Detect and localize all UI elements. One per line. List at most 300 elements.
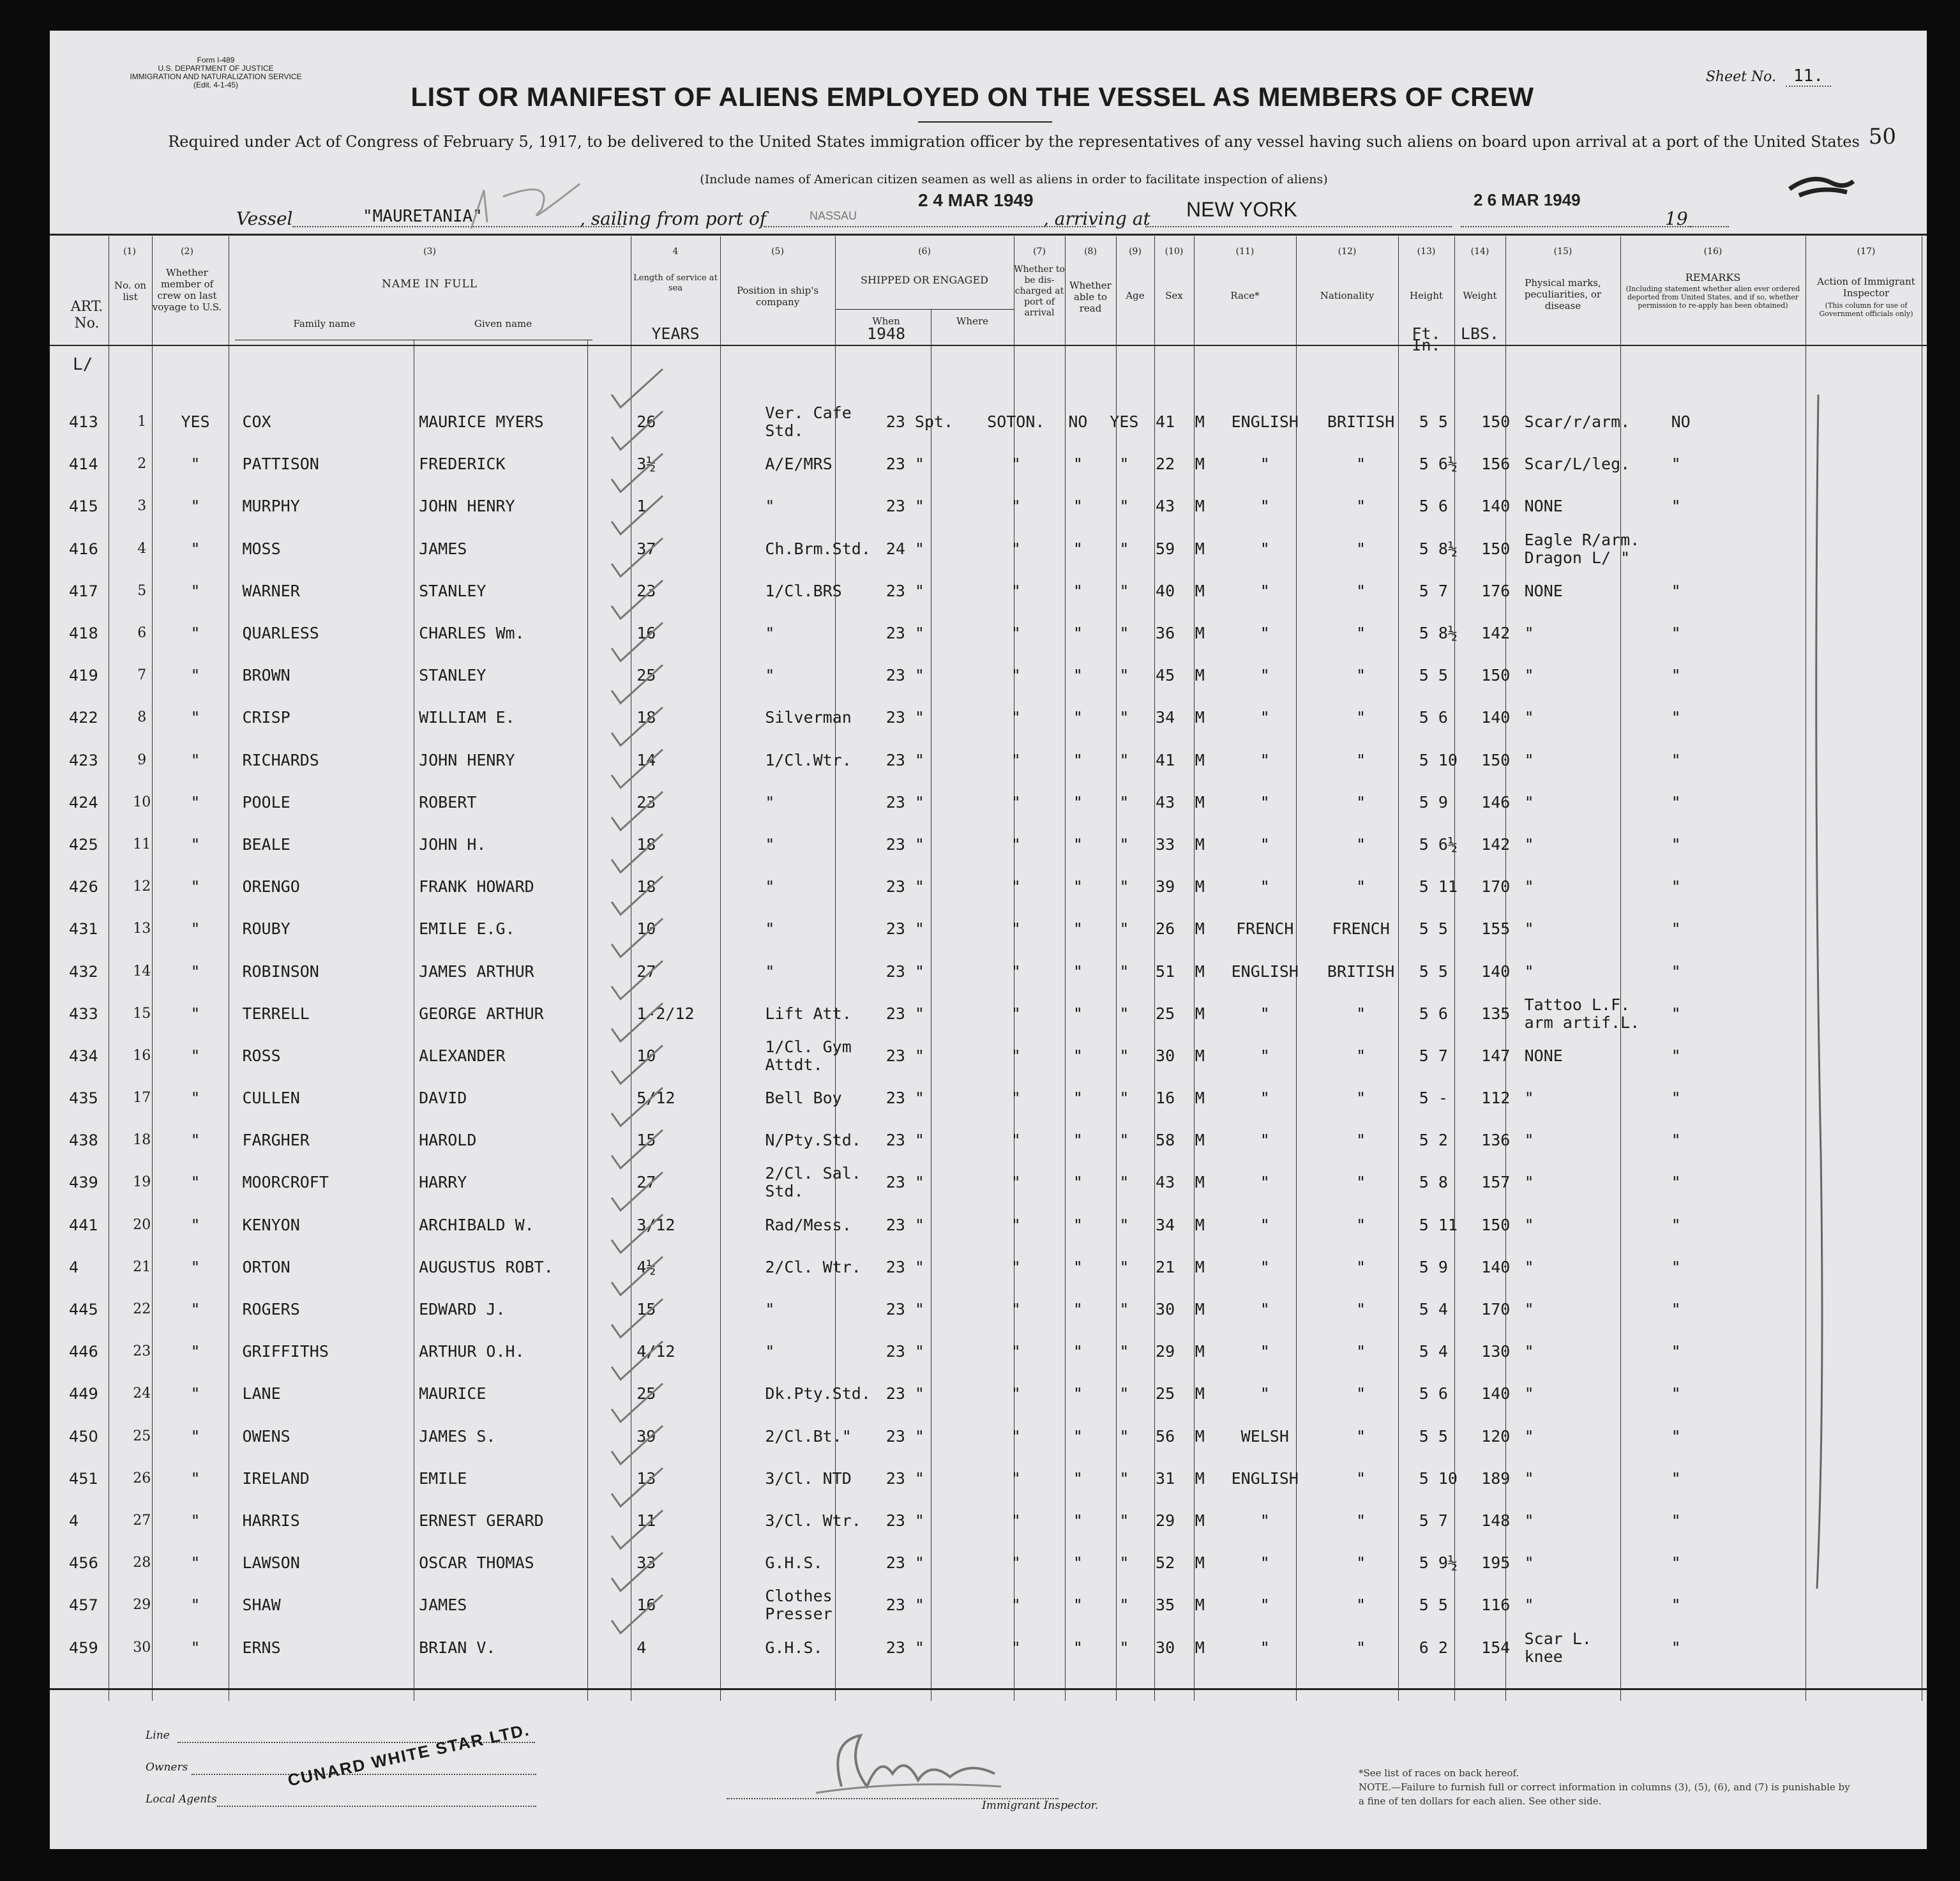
table-bottom-rule — [50, 1688, 1927, 1690]
weight-cell: 150 — [1481, 666, 1511, 685]
where-cell: " — [1011, 708, 1021, 727]
physical-marks-cell: " — [1524, 835, 1534, 854]
position-cell: " — [765, 1300, 775, 1319]
given-name-cell: HAROLD — [419, 1131, 477, 1150]
where-cell: " — [1011, 792, 1021, 812]
table-row — [50, 866, 1927, 908]
physical-marks-cell: " — [1524, 1257, 1534, 1276]
col-discharged: Whether to be dis-charged at port of arrival — [1014, 264, 1065, 318]
col-when: When — [872, 315, 900, 327]
physical-marks-cell: NONE — [1524, 581, 1563, 600]
position-cell: " — [765, 877, 775, 896]
height-cell: 5 9½ — [1419, 1553, 1458, 1573]
nationality-cell: " — [1356, 1596, 1366, 1615]
member-cell: " — [190, 835, 200, 854]
remarks-cell: " — [1671, 1384, 1681, 1403]
list-no-cell: 19 — [133, 1174, 151, 1191]
position-cell: " — [765, 835, 775, 854]
physical-marks-cell: Scar/L/leg. — [1524, 455, 1631, 474]
col-member-crew: Whether member of crew on last voyage to U.S. — [152, 267, 222, 313]
member-cell: " — [190, 624, 200, 643]
remarks-cell: " — [1671, 1215, 1681, 1234]
position-cell: Ch.Brm.Std. — [765, 539, 871, 558]
when-cell: 23 Spt. — [886, 412, 954, 432]
member-cell: " — [190, 1131, 200, 1150]
date-stamp-departure: 2 4 MAR 1949 — [918, 190, 1034, 210]
where-cell: " — [1011, 666, 1021, 685]
art-no-cell: 415 — [69, 497, 98, 516]
service-cell: 39 — [637, 1426, 656, 1446]
where-cell: " — [1011, 455, 1021, 474]
remarks-cell: " — [1671, 1511, 1681, 1530]
when-cell: 23 " — [886, 1596, 924, 1615]
nationality-cell: " — [1356, 1342, 1366, 1361]
physical-marks-cell: NONE — [1524, 497, 1563, 516]
height-cell: 5 4 — [1419, 1300, 1448, 1319]
weight-cell: 150 — [1481, 1215, 1511, 1234]
action-cell — [1827, 1542, 1927, 1584]
action-cell — [1827, 697, 1927, 739]
nationality-cell: " — [1356, 455, 1366, 474]
member-cell: " — [190, 539, 200, 558]
given-name-cell: JAMES — [419, 1596, 467, 1615]
family-name-cell: MOSS — [242, 539, 281, 558]
weight-cell: 148 — [1481, 1511, 1511, 1530]
able-read-cell: " — [1119, 497, 1129, 516]
date-stamp-arrival: 2 6 MAR 1949 — [1474, 190, 1581, 209]
remarks-cell: " — [1671, 792, 1681, 812]
art-no-cell: 434 — [69, 1046, 98, 1065]
penalty-footnote: NOTE.—Failure to furnish full or correct information in columns (3), (5), (6), and (7) is punishable by a fine of ten dollars for each alien. See other side. — [1359, 1781, 1850, 1807]
sex-cell: M — [1195, 708, 1205, 727]
table-row — [50, 1204, 1927, 1246]
remarks-cell: " — [1671, 962, 1681, 981]
member-cell: " — [190, 1004, 200, 1023]
table-row — [50, 1584, 1927, 1626]
race-cell: " — [1260, 1215, 1270, 1234]
able-read-cell: " — [1119, 1638, 1129, 1657]
race-cell: " — [1260, 835, 1270, 854]
discharged-cell: NO — [1068, 412, 1088, 432]
given-name-cell: JAMES S. — [419, 1426, 496, 1446]
sex-cell: M — [1195, 412, 1205, 432]
remarks-cell: " — [1671, 1004, 1681, 1023]
weight-cell: 116 — [1481, 1596, 1511, 1615]
race-cell: " — [1260, 1553, 1270, 1573]
height-cell: 5 7 — [1419, 1511, 1448, 1530]
table-row — [50, 528, 1927, 570]
weight-cell: 176 — [1481, 581, 1511, 600]
where-cell: " — [1011, 1215, 1021, 1234]
able-read-cell: " — [1119, 792, 1129, 812]
member-cell: " — [190, 666, 200, 685]
col-action: Action of Immigrant Inspector — [1817, 276, 1915, 299]
race-cell: " — [1260, 1257, 1270, 1276]
discharged-cell: " — [1073, 624, 1083, 643]
sex-cell: M — [1195, 750, 1205, 769]
race-cell: ENGLISH — [1231, 412, 1299, 432]
given-name-cell: JAMES ARTHUR — [419, 962, 534, 981]
col-num: (1) — [123, 246, 136, 257]
discharged-cell: " — [1073, 1596, 1083, 1615]
col-when-year: 1948 — [866, 324, 906, 343]
position-cell: 2/Cl. Sal. Std. — [765, 1164, 861, 1201]
sex-cell: M — [1195, 1426, 1205, 1446]
height-cell: 5 - — [1419, 1089, 1448, 1108]
family-name-cell: PATTISON — [242, 455, 319, 474]
able-read-cell: " — [1119, 1300, 1129, 1319]
col-length-service: Length of service at sea — [633, 273, 718, 293]
when-cell: 23 " — [886, 455, 924, 474]
sex-cell: M — [1195, 1300, 1205, 1319]
list-no-cell: 27 — [133, 1512, 151, 1529]
member-cell: " — [190, 455, 200, 474]
able-read-cell: " — [1119, 919, 1129, 939]
col-num: (17) — [1857, 246, 1876, 257]
col-years: YEARS — [651, 324, 700, 343]
check-marks — [592, 363, 720, 1678]
remarks-cell: " — [1671, 581, 1681, 600]
given-name-cell: MAURICE MYERS — [419, 412, 544, 432]
discharged-cell: " — [1073, 708, 1083, 727]
remarks-cell: " — [1671, 1469, 1681, 1488]
position-cell: " — [765, 497, 775, 516]
list-no-cell: 2 — [137, 456, 147, 472]
race-cell: FRENCH — [1236, 919, 1294, 939]
where-cell: " — [1011, 539, 1021, 558]
art-no-cell: 433 — [69, 1004, 98, 1023]
family-name-cell: ROGERS — [242, 1300, 300, 1319]
col-remarks-note: (Including statement whether alien ever ordered deported from United States, and if so, whether permission to re-apply has been obtained) — [1625, 285, 1800, 310]
where-cell: " — [1011, 1384, 1021, 1403]
discharged-cell: " — [1073, 750, 1083, 769]
height-cell: 5 6 — [1419, 497, 1448, 516]
where-cell: " — [1011, 750, 1021, 769]
nationality-cell: FRENCH — [1332, 919, 1390, 939]
action-cell — [1827, 782, 1927, 824]
table-row — [50, 1161, 1927, 1204]
height-cell: 5 10 — [1419, 1469, 1458, 1488]
discharged-cell: " — [1073, 1004, 1083, 1023]
where-cell: " — [1011, 835, 1021, 854]
position-cell: 2/Cl. Wtr. — [765, 1257, 861, 1276]
member-cell: " — [190, 1596, 200, 1615]
list-no-cell: 5 — [137, 582, 147, 599]
list-no-cell: 11 — [133, 836, 151, 852]
pencil-check-mark — [612, 369, 663, 407]
art-no-cell: 450 — [69, 1427, 98, 1446]
physical-marks-cell: " — [1524, 877, 1534, 896]
page-number: 50 — [1868, 124, 1896, 149]
weight-cell: 140 — [1481, 1384, 1511, 1403]
art-no-cell: 426 — [69, 878, 98, 896]
col-weight-units: LBS. — [1460, 324, 1500, 343]
service-cell: 13 — [637, 1469, 656, 1488]
list-no-cell: 8 — [137, 709, 147, 726]
age-cell: 41 — [1156, 412, 1175, 432]
pencil-check-mark — [612, 1214, 663, 1253]
given-name-cell: EMILE E.G. — [419, 919, 515, 939]
col-num: (7) — [1033, 246, 1046, 257]
nationality-cell: " — [1356, 1173, 1366, 1192]
height-cell: 5 9 — [1419, 1257, 1448, 1276]
sex-cell: M — [1195, 1046, 1205, 1065]
list-no-cell: 1 — [137, 414, 147, 430]
given-name-cell: GEORGE ARTHUR — [419, 1004, 544, 1023]
col-num: (13) — [1417, 246, 1436, 257]
age-cell: 34 — [1156, 1215, 1175, 1234]
race-cell: " — [1260, 624, 1270, 643]
age-cell: 16 — [1156, 1089, 1175, 1108]
height-cell: 5 7 — [1419, 581, 1448, 600]
table-row — [50, 908, 1927, 950]
sheet-number — [1706, 66, 1831, 86]
remarks-cell: " — [1671, 1342, 1681, 1361]
sex-cell: M — [1195, 1638, 1205, 1657]
discharged-cell: " — [1073, 835, 1083, 854]
where-cell: SOTON. — [987, 412, 1045, 432]
physical-marks-cell: " — [1524, 1426, 1534, 1446]
race-footnote: *See list of races on back hereof. — [1359, 1767, 1519, 1779]
able-read-cell: " — [1119, 1469, 1129, 1488]
list-no-cell: 14 — [133, 963, 151, 979]
sex-cell: M — [1195, 1089, 1205, 1108]
weight-cell: 155 — [1481, 919, 1511, 939]
height-cell: 5 8½ — [1419, 539, 1458, 558]
nationality-cell: " — [1356, 666, 1366, 685]
pencil-check-mark — [612, 411, 663, 449]
ink-mark — [1786, 170, 1857, 208]
remarks-cell: " — [1671, 1089, 1681, 1108]
sailing-port: NASSAU — [810, 209, 857, 222]
where-cell: " — [1011, 962, 1021, 981]
position-cell: 1/Cl. Gym Attdt. — [765, 1037, 852, 1074]
age-cell: 25 — [1156, 1004, 1175, 1023]
when-cell: 23 " — [886, 962, 924, 981]
inspector-label: Immigrant Inspector. — [982, 1799, 1099, 1812]
where-cell: " — [1011, 919, 1021, 939]
when-cell: 23 " — [886, 919, 924, 939]
given-name-cell: JAMES — [419, 539, 467, 558]
race-cell: " — [1260, 1173, 1270, 1192]
able-read-cell: " — [1119, 750, 1129, 769]
sex-cell: M — [1195, 581, 1205, 600]
able-read-cell: " — [1119, 1596, 1129, 1615]
vessel-label: Vessel — [236, 208, 293, 229]
physical-marks-cell: " — [1524, 1089, 1534, 1108]
col-num: (5) — [771, 246, 784, 257]
sailing-label: , sailing from port of — [580, 208, 767, 229]
discharged-cell: " — [1073, 1173, 1083, 1192]
service-cell: 27 — [637, 962, 656, 981]
position-cell: " — [765, 624, 775, 643]
weight-cell: 136 — [1481, 1131, 1511, 1150]
pencil-check-mark — [612, 1257, 663, 1295]
age-cell: 41 — [1156, 750, 1175, 769]
year-line — [1691, 226, 1729, 227]
sex-cell: M — [1195, 666, 1205, 685]
service-cell: 16 — [637, 624, 656, 643]
where-cell: " — [1011, 1638, 1021, 1657]
where-cell: " — [1011, 624, 1021, 643]
age-cell: 30 — [1156, 1638, 1175, 1657]
art-no-cell: 432 — [69, 962, 98, 981]
member-cell: " — [190, 1553, 200, 1573]
age-cell: 22 — [1156, 455, 1175, 474]
table-row — [50, 1246, 1927, 1288]
weight-cell: 154 — [1481, 1638, 1511, 1657]
pencil-check-mark — [612, 919, 663, 957]
race-cell: " — [1260, 1638, 1270, 1657]
art-no-cell: 423 — [69, 751, 98, 769]
physical-marks-cell: " — [1524, 1511, 1534, 1530]
action-cell — [1827, 1500, 1927, 1542]
action-cell — [1827, 485, 1927, 527]
remarks-cell: " — [1671, 666, 1681, 685]
when-cell: 23 " — [886, 1469, 924, 1488]
pencil-check-mark — [612, 1341, 663, 1380]
when-cell: 23 " — [886, 1426, 924, 1446]
nationality-cell: " — [1356, 1004, 1366, 1023]
service-cell: 4 — [637, 1638, 647, 1657]
where-cell: " — [1011, 1469, 1021, 1488]
table-row — [50, 1077, 1927, 1119]
col-family-name: Family name — [293, 318, 356, 329]
table-row — [50, 401, 1927, 443]
col-num: (6) — [918, 246, 931, 257]
member-cell: " — [190, 497, 200, 516]
col-height: Height — [1409, 290, 1444, 301]
member-cell: " — [190, 1384, 200, 1403]
able-read-cell: " — [1119, 1089, 1129, 1108]
art-no-cell: 414 — [69, 455, 98, 474]
col-name-in-full: NAME IN FULL — [381, 278, 478, 291]
when-cell: 23 " — [886, 1046, 924, 1065]
physical-marks-cell: " — [1524, 1173, 1534, 1192]
remarks-cell: " — [1671, 1173, 1681, 1192]
table-row — [50, 739, 1927, 782]
age-cell: 21 — [1156, 1257, 1175, 1276]
when-cell: 23 " — [886, 1384, 924, 1403]
table-row — [50, 654, 1927, 697]
family-name-cell: KENYON — [242, 1215, 300, 1234]
position-cell: 1/Cl.Wtr. — [765, 750, 852, 769]
pencil-check-mark — [612, 1130, 663, 1168]
weight-cell: 142 — [1481, 835, 1511, 854]
weight-cell: 150 — [1481, 750, 1511, 769]
race-cell: " — [1260, 1131, 1270, 1150]
action-cell — [1827, 443, 1927, 485]
position-cell: G.H.S. — [765, 1638, 823, 1657]
list-no-cell: 26 — [133, 1470, 151, 1486]
family-name-cell: POOLE — [242, 792, 290, 812]
remarks-cell: " — [1671, 1596, 1681, 1615]
art-no-cell: 438 — [69, 1131, 98, 1150]
physical-marks-cell: " — [1524, 1131, 1534, 1150]
list-no-cell: 12 — [133, 879, 151, 895]
discharged-cell: " — [1073, 455, 1083, 474]
family-name-cell: MURPHY — [242, 497, 300, 516]
agents-stamp: CUNARD WHITE STAR LTD. — [286, 1719, 532, 1790]
height-cell: 5 4 — [1419, 1342, 1448, 1361]
able-read-cell: " — [1119, 1046, 1129, 1065]
where-cell: " — [1011, 497, 1021, 516]
physical-marks-cell: " — [1524, 666, 1534, 685]
able-read-cell: " — [1119, 708, 1129, 727]
where-cell: " — [1011, 1173, 1021, 1192]
table-row — [50, 1119, 1927, 1161]
given-name-cell: STANLEY — [419, 581, 486, 600]
position-cell: " — [765, 1342, 775, 1361]
weight-cell: 150 — [1481, 412, 1511, 432]
able-read-cell: " — [1119, 624, 1129, 643]
nationality-cell: " — [1356, 792, 1366, 812]
nationality-cell: " — [1356, 624, 1366, 643]
discharged-cell: " — [1073, 1638, 1083, 1657]
nationality-cell: " — [1356, 1300, 1366, 1319]
physical-marks-cell: " — [1524, 750, 1534, 769]
nationality-cell: BRITISH — [1327, 962, 1395, 981]
service-cell: 15 — [637, 1300, 656, 1319]
pencil-check-mark — [612, 876, 663, 914]
col-weight: Weight — [1463, 290, 1497, 301]
member-cell: " — [190, 919, 200, 939]
age-cell: 30 — [1156, 1046, 1175, 1065]
service-cell: 27 — [637, 1173, 656, 1192]
family-name-cell: QUARLESS — [242, 624, 319, 643]
sex-cell: M — [1195, 1004, 1205, 1023]
nationality-cell: " — [1356, 1469, 1366, 1488]
physical-marks-cell: " — [1524, 962, 1534, 981]
where-cell: " — [1011, 1596, 1021, 1615]
col-num: (3) — [423, 246, 436, 257]
position-cell: 3/Cl. NTD — [765, 1469, 852, 1488]
crew-table — [50, 401, 1927, 1669]
physical-marks-cell: " — [1524, 1215, 1534, 1234]
table-row — [50, 1500, 1927, 1542]
remarks-cell: " — [1671, 1638, 1681, 1657]
age-cell: 43 — [1156, 792, 1175, 812]
art-no-cell: 459 — [69, 1638, 98, 1657]
art-no-cell: 457 — [69, 1596, 98, 1615]
family-name-cell: BROWN — [242, 666, 290, 685]
remarks-cell: " — [1671, 1426, 1681, 1446]
position-cell: Dk.Pty.Std. — [765, 1384, 871, 1403]
age-cell: 59 — [1156, 539, 1175, 558]
member-cell: " — [190, 792, 200, 812]
nationality-cell: " — [1356, 1553, 1366, 1573]
race-cell: WELSH — [1240, 1426, 1289, 1446]
table-row — [50, 1035, 1927, 1077]
when-cell: 23 " — [886, 1342, 924, 1361]
action-cell — [1827, 1161, 1927, 1204]
able-read-cell: " — [1119, 455, 1129, 474]
able-read-cell: " — [1119, 1215, 1129, 1234]
art-prefix: L/ — [73, 355, 93, 374]
family-name-cell: ROUBY — [242, 919, 290, 939]
table-row — [50, 1416, 1927, 1458]
list-no-cell: 30 — [133, 1639, 151, 1656]
weight-cell: 147 — [1481, 1046, 1511, 1065]
list-no-cell: 15 — [133, 1005, 151, 1022]
sheet-number-label: Sheet No. — [1705, 69, 1777, 85]
when-cell: 23 " — [886, 835, 924, 854]
art-no-cell: 425 — [69, 835, 98, 854]
col-action-note: (This column for use of Government officials only) — [1819, 301, 1913, 318]
list-no-cell: 17 — [133, 1090, 151, 1107]
nationality-cell: " — [1356, 835, 1366, 854]
header-bottom-rule — [50, 345, 1927, 346]
